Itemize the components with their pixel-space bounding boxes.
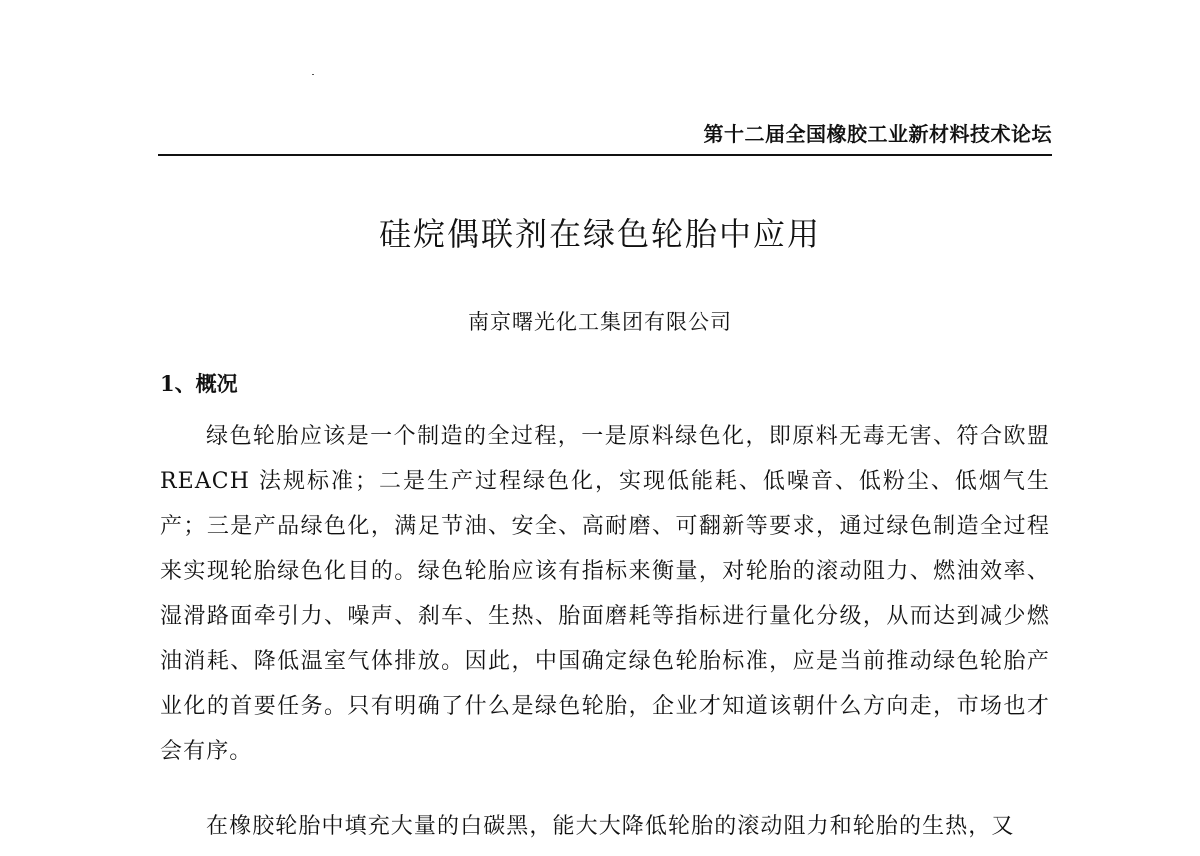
section-heading: 1、概况	[160, 371, 238, 396]
scan-speck	[312, 74, 314, 75]
body-paragraph: 绿色轮胎应该是一个制造的全过程，一是原料绿色化，即原料无毒无害、符合欧盟 REACH 法规标准；二是生产过程绿色化，实现低能耗、低噪音、低粉尘、低烟气生产；三是产品绿色化，满足节油、安全、高耐磨、可翻新等要求，通过绿色制造全过程来实现轮胎绿色化目的。绿色轮胎应该有指标来衡量，对轮胎的滚动阻力、燃油效率、湿滑路面牵引力、噪声、刹车、生热、胎面磨耗等指标进行量化分级，从而达到减少燃油消耗、降低温室气体排放。因此，中国确定绿色轮胎标准，应是当前推动绿色轮胎产业化的首要任务。只有明确了什么是绿色轮胎，企业才知道该朝什么方向走，市场也才会有序。	[160, 424, 1050, 764]
author-affiliation: 南京曙光化工集团有限公司	[468, 310, 732, 334]
running-header: 第十二届全国橡胶工业新材料技术论坛	[158, 118, 1052, 156]
paper-title: 硅烷偶联剂在绿色轮胎中应用	[378, 215, 821, 253]
body-paragraph: 在橡胶轮胎中填充大量的白碳黑，能大大降低轮胎的滚动阻力和轮胎的生热，又	[206, 814, 1015, 839]
